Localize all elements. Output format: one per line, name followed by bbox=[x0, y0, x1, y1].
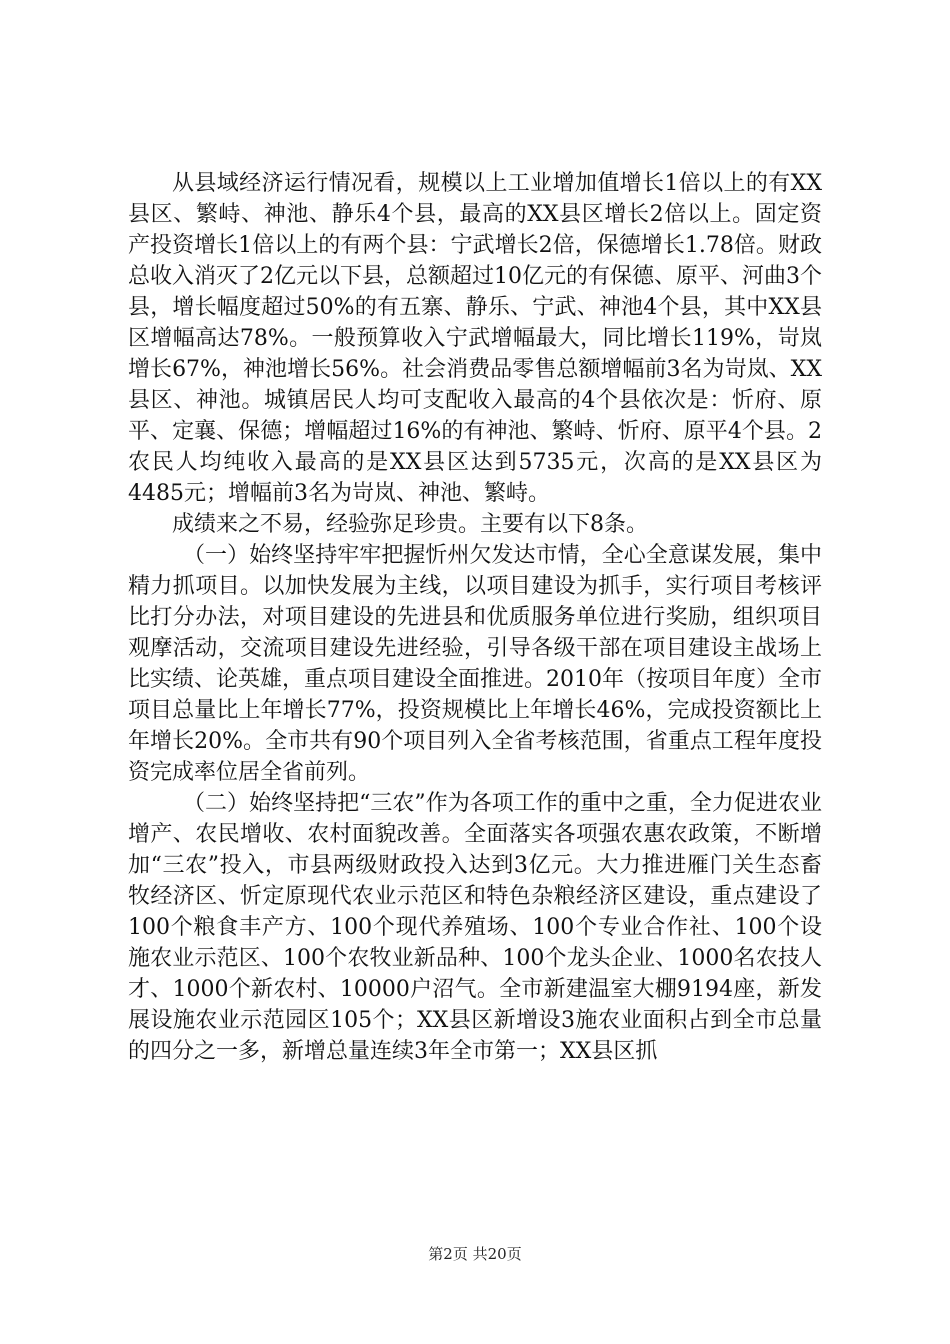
paragraph-point-two: （二）始终坚持把“三农”作为各项工作的重中之重，全力促进农业增产、农民增收、农村面貌改善。全面落实各项强农惠农政策，不断增加“三农”投入，市县两级财政投入达到3亿元。大力推进雁门关生态畜牧经济区、忻定原现代农业示范区和特色杂粮经济区建设，重点建设了100个粮食丰产方、100个现代养殖场、100个专业合作社、100个设施农业示范区、100个农牧业新品种、100个龙头企业、1000名农技人才、1000个新农村、10000户沼气。全市新建温室大棚9194座，新发展设施农业示范园区105个；XX县区新增设3施农业面积占到全市总量的四分之一多，新增总量连续3年全市第一；XX县区抓 bbox=[128, 791, 822, 1064]
paragraph-point-one: （一）始终坚持牢牢把握忻州欠发达市情，全心全意谋发展，集中精力抓项目。以加快发展为主线，以项目建设为抓手，实行项目考核评比打分办法，对项目建设的先进县和优质服务单位进行奖励，组织项目观摩活动，交流项目建设先进经验，引导各级干部在项目建设主战场上比实绩、论英雄，重点项目建设全面推进。2010年（按项目年度）全市项目总量比上年增长77%，投资规模比上年增长46%，完成投资额比上年增长20%。全市共有90个项目列入全省考核范围，省重点工程年度投资完成率位居全省前列。 bbox=[128, 543, 822, 785]
document-body bbox=[128, 168, 822, 1067]
paragraph-county-economy: 从县域经济运行情况看，规模以上工业增加值增长1倍以上的有XX县区、繁峙、神池、静乐4个县，最高的XX县区增长2倍以上。固定资产投资增长1倍以上的有两个县：宁武增长2倍，保德增长1.78倍。财政总收入消灭了2亿元以下县，总额超过10亿元的有保德、原平、河曲3个县，增长幅度超过50%的有五寨、静乐、宁武、神池4个县，其中XX县区增幅高达78%。一般预算收入宁武增幅最大，同比增长119%，岢岚增长67%，神池增长56%。社会消费品零售总额增幅前3名为岢岚、XX县区、神池。城镇居民人均可支配收入最高的4个县依次是：忻府、原平、定襄、保德；增幅超过16%的有神池、繁峙、忻府、原平4个县。2农民人均纯收入最高的是XX县区达到5735元，次高的是XX县区为4485元；增幅前3名为岢岚、神池、繁峙。 bbox=[128, 171, 822, 506]
paragraph-achievements-intro: 成绩来之不易，经验弥足珍贵。主要有以下8条。 bbox=[172, 512, 648, 537]
page-number-footer: 第2页 共20页 bbox=[428, 1245, 522, 1263]
